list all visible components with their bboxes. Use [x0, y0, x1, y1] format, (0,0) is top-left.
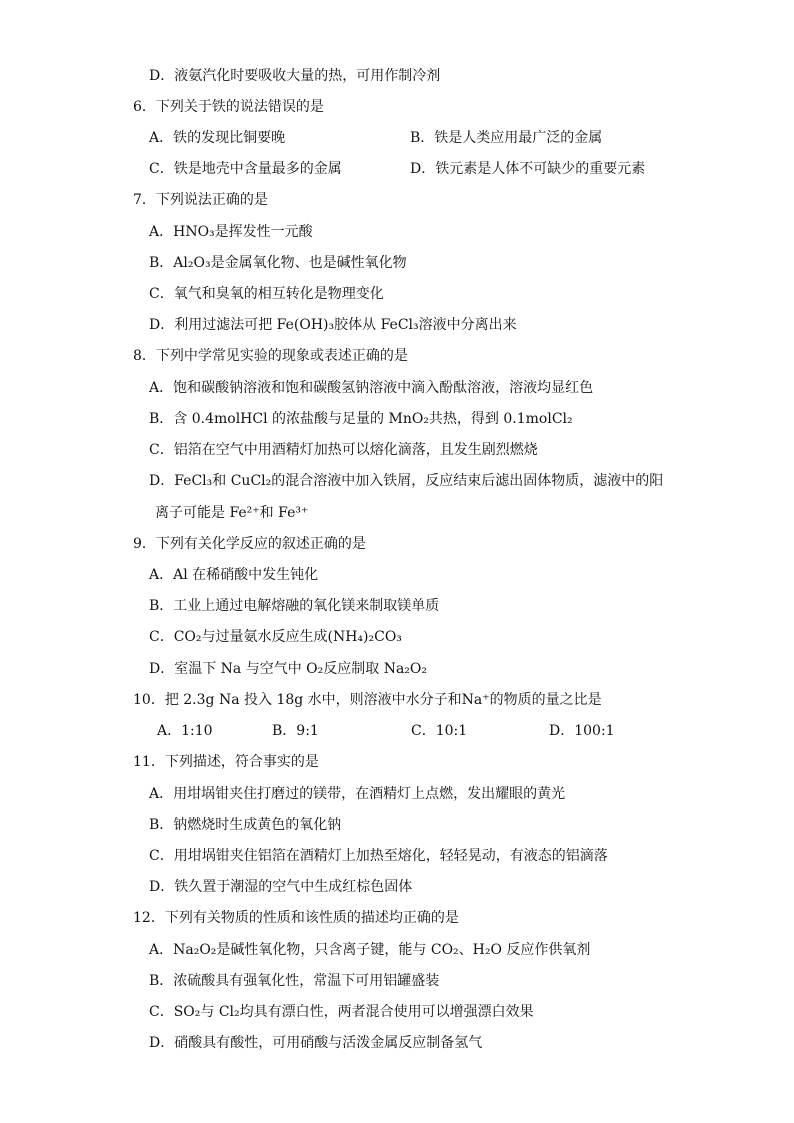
q8-option-d: D．FeCl₃和 CuCl₂的混合溶液中加入铁屑，反应结束后滤出固体物质，滤液中的阳: [149, 473, 664, 489]
q10-option-c: C．10:1: [411, 723, 468, 739]
q8-option-d-continued: 离子可能是 Fe²⁺和 Fe³⁺: [155, 505, 309, 521]
q11-option-b: B．钠燃烧时生成黄色的氧化钠: [149, 817, 342, 833]
q9-option-a: A．Al 在稀硝酸中发生钝化: [149, 567, 319, 583]
q7-option-a: A．HNO₃是挥发性一元酸: [149, 224, 313, 240]
q7-option-c: C．氧气和臭氧的相互转化是物理变化: [149, 286, 384, 302]
q7-stem: 7．下列说法正确的是: [133, 192, 268, 208]
q6-option-c: C．铁是地壳中含量最多的金属: [149, 161, 342, 177]
q10-stem: 10．把 2.3g Na 投入 18g 水中，则溶液中水分子和Na⁺的物质的量之比是: [133, 692, 602, 708]
q8-option-b: B．含 0.4molHCl 的浓盐酸与足量的 MnO₂共热，得到 0.1molCl₂: [149, 411, 573, 427]
q9-stem: 9．下列有关化学反应的叙述正确的是: [133, 536, 366, 552]
q12-option-c: C．SO₂与 Cl₂均具有漂白性，两者混合使用可以增强漂白效果: [149, 1004, 534, 1020]
q7-option-b: B．Al₂O₃是金属氧化物、也是碱性氧化物: [149, 255, 407, 271]
q9-option-d: D．室温下 Na 与空气中 O₂反应制取 Na₂O₂: [149, 661, 428, 677]
q6-option-b: B．铁是人类应用最广泛的金属: [410, 130, 603, 146]
q11-option-d: D．铁久置于潮湿的空气中生成红棕色固体: [149, 879, 413, 895]
q11-stem: 11．下列描述，符合事实的是: [133, 754, 319, 770]
q6-stem: 6．下列关于铁的说法错误的是: [133, 99, 324, 115]
q8-option-c: C．铝箔在空气中用酒精灯加热可以熔化滴落，且发生剧烈燃烧: [149, 442, 538, 458]
q10-option-a: A．1:10: [157, 723, 213, 739]
q9-option-b: B．工业上通过电解熔融的氧化镁来制取镁单质: [149, 598, 440, 614]
q12-stem: 12．下列有关物质的性质和该性质的描述均正确的是: [133, 910, 459, 926]
q6-option-a: A．铁的发现比铜要晚: [149, 130, 286, 146]
q12-option-a: A．Na₂O₂是碱性氧化物，只含离子键，能与 CO₂、H₂O 反应作供氧剂: [149, 942, 591, 958]
q11-option-c: C．用坩埚钳夹住铝箔在酒精灯上加热至熔化，轻轻晃动，有液态的铝滴落: [149, 848, 608, 864]
q8-stem: 8．下列中学常见实验的现象或表述正确的是: [133, 348, 408, 364]
q6-option-d: D．铁元素是人体不可缺少的重要元素: [410, 161, 646, 177]
q11-option-a: A．用坩埚钳夹住打磨过的镁带，在酒精灯上点燃，发出耀眼的黄光: [149, 786, 566, 802]
q9-option-c: C．CO₂与过量氨水反应生成(NH₄)₂CO₃: [149, 629, 402, 645]
q12-option-d: D．硝酸具有酸性，可用硝酸与活泼金属反应制备氢气: [149, 1035, 483, 1051]
q10-option-b: B．9:1: [272, 723, 319, 739]
q12-option-b: B．浓硫酸具有强氧化性，常温下可用铝罐盛装: [149, 973, 440, 989]
q10-option-d: D．100:1: [549, 723, 615, 739]
q8-option-a: A．饱和碳酸钠溶液和饱和碳酸氢钠溶液中滴入酚酞溶液，溶液均显红色: [149, 380, 594, 396]
q7-option-d: D．利用过滤法可把 Fe(OH)₃胶体从 FeCl₃溶液中分离出来: [149, 317, 517, 333]
q5-option-d: D．液氨汽化时要吸收大量的热，可用作制冷剂: [149, 68, 441, 84]
